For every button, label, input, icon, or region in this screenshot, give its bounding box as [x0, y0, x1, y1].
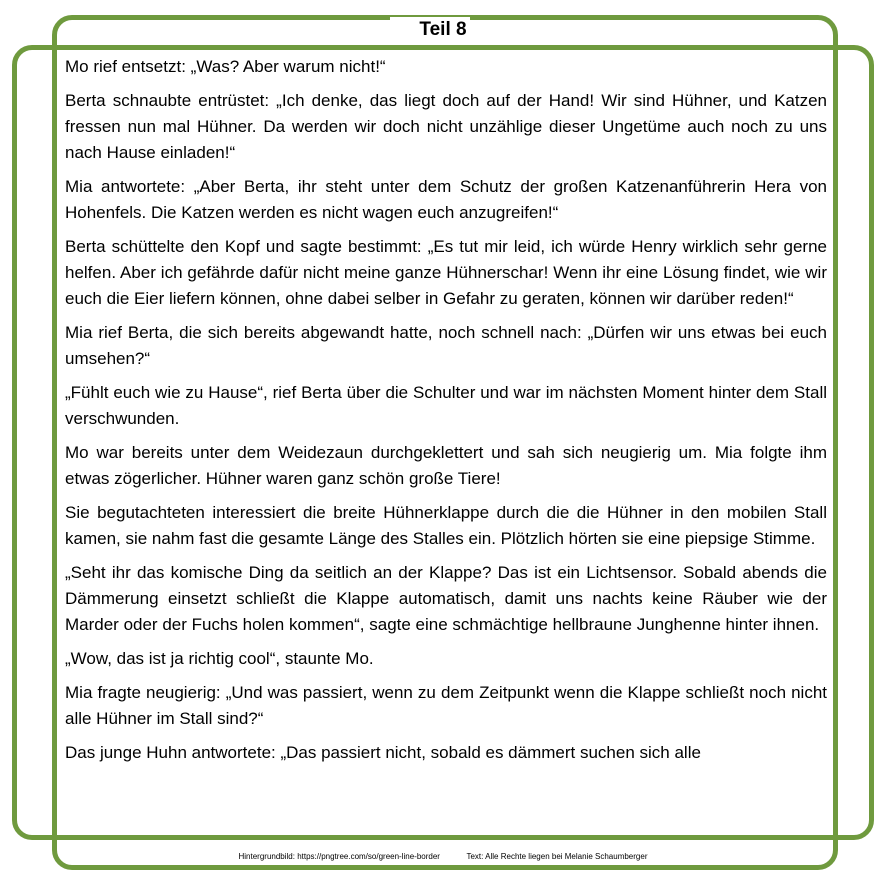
- background-credit: Hintergrundbild: https://pngtree.com/so/green-line-border: [238, 852, 440, 861]
- paragraph: Berta schnaubte entrüstet: „Ich denke, das liegt doch auf der Hand! Wir sind Hühner, und Katzen fressen nun mal Hühner. Da werden wir doch nicht unzählige dieser Ungetüme auch noch zu uns nach Hause einladen!“: [65, 91, 827, 162]
- paragraph: Mo rief entsetzt: „Was? Aber warum nicht!“: [65, 57, 386, 76]
- paragraph: Mia fragte neugierig: „Und was passiert, wenn zu dem Zeitpunkt wenn die Klappe schließt noch nicht alle Hühner im Stall sind?“: [65, 683, 827, 728]
- paragraph: Berta schüttelte den Kopf und sagte bestimmt: „Es tut mir leid, ich würde Henry wirklich sehr gerne helfen. Aber ich gefährde dafür nicht meine ganze Hühnerschar! Wenn ihr eine Lösung findet, wie wir euch die Eier liefern können, ohne dabei selber in Gefahr zu geraten, können wir darüber reden!“: [65, 237, 827, 308]
- footer-credits: [0, 851, 886, 863]
- paragraph: Mo war bereits unter dem Weidezaun durchgeklettert und sah sich neugierig um. Mia folgte ihm etwas zögerlicher. Hühner waren ganz schön große Tiere!: [65, 443, 827, 488]
- paragraph: Sie begutachteten interessiert die breite Hühnerklappe durch die die Hühner in den mobilen Stall kamen, sie nahm fast die gesamte Länge des Stalles ein. Plötzlich hörten sie eine piepsige Stimme.: [65, 503, 827, 548]
- paragraph: „Wow, das ist ja richtig cool“, staunte Mo.: [65, 649, 374, 668]
- text-credit: Text: Alle Rechte liegen bei Melanie Schaumberger: [466, 852, 648, 861]
- paragraph: „Fühlt euch wie zu Hause“, rief Berta über die Schulter und war im nächsten Moment hinter dem Stall verschwunden.: [65, 383, 827, 428]
- story-text: [65, 54, 827, 831]
- paragraph: Mia antwortete: „Aber Berta, ihr steht unter dem Schutz der großen Katzenanführerin Hera von Hohenfels. Die Katzen werden es nicht wagen euch anzugreifen!“: [65, 177, 827, 222]
- paragraph: Mia rief Berta, die sich bereits abgewandt hatte, noch schnell nach: „Dürfen wir uns etwas bei euch umsehen?“: [65, 323, 827, 368]
- page-title: Teil 8: [419, 19, 467, 40]
- paragraph: Das junge Huhn antwortete: „Das passiert nicht, sobald es dämmert suchen sich alle: [65, 743, 701, 762]
- paragraph: „Seht ihr das komische Ding da seitlich an der Klappe? Das ist ein Lichtsensor. Sobald abends die Dämmerung einsetzt schließt die Klappe automatisch, damit uns nachts keine Räuber wie der Marder oder der Fuchs holen kommen“, sagte eine schmächtige hellbraune Junghenne hinter ihnen.: [65, 563, 827, 634]
